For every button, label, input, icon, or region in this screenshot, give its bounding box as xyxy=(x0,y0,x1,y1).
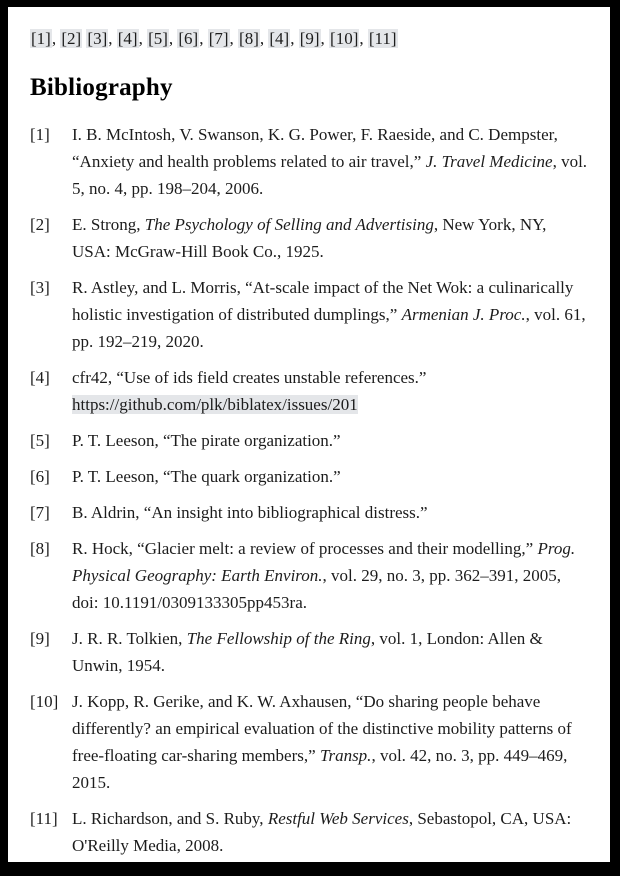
entry-url-link[interactable]: https://github.com/plk/biblatex/issues/201 xyxy=(72,395,358,414)
entry-text-segment: P. T. Leeson, “The pirate organization.” xyxy=(72,431,341,450)
entry-number: [8] xyxy=(30,539,50,558)
bibliography-entry xyxy=(30,274,588,355)
citation-ref[interactable]: [3] xyxy=(87,29,108,48)
entry-number: [3] xyxy=(30,278,50,297)
bibliography-entry xyxy=(30,427,588,454)
entry-number: [11] xyxy=(30,809,58,828)
citation-line: [1], [2] [3], [4], [5], [6], [7], [8], [4], [9], [10], [11] xyxy=(31,29,397,48)
entry-text-segment: , New York, NY, USA: McGraw-Hill Book Co., 1925. xyxy=(72,215,547,261)
citation-ref[interactable]: [7] xyxy=(208,29,229,48)
entry-text xyxy=(72,688,588,796)
citation-ref[interactable]: [9] xyxy=(299,29,320,48)
entry-text-segment: L. Richardson, and S. Ruby, xyxy=(72,809,268,828)
entry-text-segment: , vol. 42, no. 3, pp. 449–469, 2015. xyxy=(72,746,568,792)
entry-text-segment: , vol. 5, no. 4, pp. 198–204, 2006. xyxy=(72,152,588,198)
citation-ref[interactable]: [6] xyxy=(178,29,199,48)
entry-italic-title: Transp. xyxy=(319,746,372,765)
entry-number: [9] xyxy=(30,629,50,648)
entry-number: [7] xyxy=(30,503,50,522)
bibliography-entry xyxy=(30,688,588,796)
entry-text xyxy=(72,121,588,202)
entry-italic-title: J. Travel Medicine xyxy=(425,152,553,171)
entry-italic-title: Restful Web Services xyxy=(267,809,409,828)
bibliography-entry xyxy=(30,364,588,418)
entry-italic-title: Prog. Physical Geography: Earth Environ. xyxy=(72,539,576,585)
entry-text-segment: I. B. McIntosh, V. Swanson, K. G. Power, F. Raeside, and C. Dempster, “Anxiety and health problems related to air travel,” xyxy=(72,125,558,171)
entry-text xyxy=(72,805,588,859)
citation-ref[interactable]: [11] xyxy=(368,29,397,48)
entry-text xyxy=(72,463,588,490)
citation-ref[interactable]: [10] xyxy=(330,29,359,48)
entry-text-segment: E. Strong, xyxy=(72,215,145,234)
entry-text-segment: J. R. R. Tolkien, xyxy=(72,629,187,648)
entry-text-segment: R. Hock, “Glacier melt: a review of processes and their modelling,” xyxy=(72,539,538,558)
bibliography-entry xyxy=(30,535,588,616)
entry-number: [10] xyxy=(30,692,59,711)
entry-text-segment: , vol. 61, pp. 192–219, 2020. xyxy=(72,305,586,351)
entry-text-segment: B. Aldrin, “An insight into bibliographical distress.” xyxy=(72,503,428,522)
entry-italic-title: The Psychology of Selling and Advertising xyxy=(144,215,434,234)
citation-ref[interactable]: [1] xyxy=(31,29,51,48)
entry-text-segment: , vol. 29, no. 3, pp. 362–391, 2005, doi: 10.1191/0309133305pp453ra. xyxy=(72,566,562,612)
entry-text xyxy=(72,427,588,454)
bibliography-entry xyxy=(30,211,588,265)
bibliography-entry xyxy=(30,805,588,859)
entry-text xyxy=(72,625,588,679)
citation-ref[interactable]: [4] xyxy=(269,29,290,48)
entry-italic-title: The Fellowship of the Ring xyxy=(186,629,371,648)
entry-number: [4] xyxy=(30,368,50,387)
bibliography-heading: Bibliography xyxy=(30,74,173,101)
citation-ref[interactable]: [8] xyxy=(239,29,259,48)
entry-text-segment: P. T. Leeson, “The quark organization.” xyxy=(72,467,341,486)
entry-number: [2] xyxy=(30,215,50,234)
citation-ref[interactable]: [2] xyxy=(61,29,82,48)
entry-text-segment: R. Astley, and L. Morris, “At-scale impact of the Net Wok: a culinarically holistic investigation of distributed dumplings,” xyxy=(72,278,574,324)
bibliography-entry xyxy=(30,499,588,526)
bibliography-entry xyxy=(30,625,588,679)
bibliography-list xyxy=(30,121,588,859)
bibliography-entry xyxy=(30,463,588,490)
citation-ref[interactable]: [4] xyxy=(117,29,138,48)
entry-text xyxy=(72,211,588,265)
entry-number: [5] xyxy=(30,431,50,450)
entry-text-segment: , Sebastopol, CA, USA: O'Reilly Media, 2008. xyxy=(72,809,572,855)
document-page xyxy=(8,7,610,862)
bibliography-entry xyxy=(30,121,588,202)
entry-text xyxy=(72,499,588,526)
entry-text xyxy=(72,535,588,616)
entry-italic-title: Armenian J. Proc. xyxy=(401,305,526,324)
entry-number: [1] xyxy=(30,125,50,144)
entry-text xyxy=(72,364,588,418)
entry-text-segment: J. Kopp, R. Gerike, and K. W. Axhausen, “Do sharing people behave differently? an empirical evaluation of the distinctive mobility patterns of free-floating car-sharing members,” xyxy=(72,692,572,765)
entry-text xyxy=(72,274,588,355)
entry-number: [6] xyxy=(30,467,50,486)
citation-ref[interactable]: [5] xyxy=(148,29,168,48)
entry-text-segment: , vol. 1, London: Allen & Unwin, 1954. xyxy=(72,629,543,675)
entry-text-segment: cfr42, “Use of ids field creates unstable references.” xyxy=(72,368,427,387)
